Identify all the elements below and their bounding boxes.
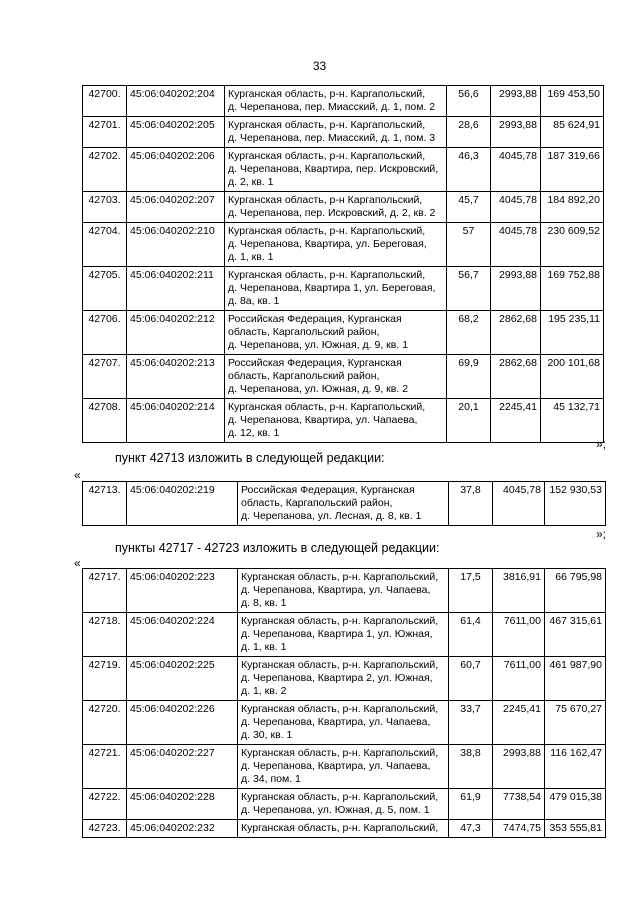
item-number-cell: 42705. — [83, 267, 127, 311]
address-cell — [238, 657, 449, 701]
item-number-cell: 42700. — [83, 86, 127, 117]
address-cell — [225, 86, 447, 117]
address-line: д. Черепанова, Квартира, ул. Береговая, — [228, 238, 427, 250]
table-row — [83, 117, 604, 148]
address-line: Курганская область, р-н. Каргапольский, — [241, 659, 439, 671]
cadastral-number-cell: 45:06:040202:224 — [127, 613, 238, 657]
property-table-2 — [82, 481, 606, 526]
area-cell: 28,6 — [447, 117, 491, 148]
address-line: Курганская область, р-н. Каргапольский, — [228, 225, 426, 237]
table-row — [83, 192, 604, 223]
item-number-cell: 42701. — [83, 117, 127, 148]
area-cell: 56,6 — [447, 86, 491, 117]
rate-cell: 2993,88 — [491, 117, 541, 148]
address-cell — [225, 311, 447, 355]
cadastral-value-cell: 230 609,52 — [541, 223, 604, 267]
table-row — [83, 355, 604, 399]
address-line: д. 34, пом. 1 — [241, 773, 301, 785]
address-line: Курганская область, р-н Каргапольский, — [228, 194, 423, 206]
area-cell: 60,7 — [449, 657, 493, 701]
table-row — [83, 745, 606, 789]
rate-cell: 4045,78 — [491, 192, 541, 223]
address-line: д. 2, кв. 1 — [228, 176, 274, 188]
address-line: д. Черепанова, Квартира, ул. Чапаева, — [241, 760, 431, 772]
address-cell — [238, 789, 449, 820]
table-row — [83, 267, 604, 311]
area-cell: 45,7 — [447, 192, 491, 223]
address-line: д. Черепанова, Квартира 2, ул. Южная, — [241, 672, 433, 684]
address-cell — [225, 223, 447, 267]
rate-cell: 2862,68 — [491, 355, 541, 399]
cadastral-value-cell: 75 670,27 — [545, 701, 606, 745]
item-number-cell: 42703. — [83, 192, 127, 223]
address-line: д. Черепанова, Квартира, пер. Искровский, — [228, 163, 439, 175]
rate-cell: 3816,91 — [493, 569, 545, 613]
paragraph-item-42713: пункт 42713 изложить в следующей редакции: — [115, 451, 385, 465]
cadastral-number-cell: 45:06:040202:212 — [127, 311, 225, 355]
address-line: Российская Федерация, Курганская — [241, 484, 415, 496]
item-number-cell: 42704. — [83, 223, 127, 267]
address-line: д. Черепанова, ул. Южная, д. 9, кв. 2 — [228, 383, 409, 395]
cadastral-number-cell: 45:06:040202:207 — [127, 192, 225, 223]
address-line: Курганская область, р-н. Каргапольский, — [228, 401, 426, 413]
cadastral-value-cell: 152 930,53 — [545, 482, 606, 526]
address-line: Курганская область, р-н. Каргапольский, — [241, 615, 439, 627]
cadastral-value-cell: 184 892,20 — [541, 192, 604, 223]
table-row — [83, 86, 604, 117]
cadastral-number-cell: 45:06:040202:204 — [127, 86, 225, 117]
area-cell: 68,2 — [447, 311, 491, 355]
cadastral-value-cell: 116 162,47 — [545, 745, 606, 789]
address-line: область, Каргапольский район, — [241, 497, 393, 509]
table-row — [83, 482, 606, 526]
cadastral-number-cell: 45:06:040202:219 — [127, 482, 238, 526]
address-line: Курганская область, р-н. Каргапольский, — [228, 119, 426, 131]
cadastral-number-cell: 45:06:040202:213 — [127, 355, 225, 399]
address-line: д. Черепанова, ул. Южная, д. 9, кв. 1 — [228, 339, 409, 351]
address-line: Российская Федерация, Курганская — [228, 313, 402, 325]
item-number-cell: 42721. — [83, 745, 127, 789]
address-line: д. 1, кв. 2 — [241, 685, 287, 697]
area-cell: 17,5 — [449, 569, 493, 613]
item-number-cell: 42723. — [83, 820, 127, 838]
address-line: Курганская область, р-н. Каргапольский, — [241, 703, 439, 715]
property-table-1 — [82, 85, 604, 443]
address-line: д. 8а, кв. 1 — [228, 295, 280, 307]
cadastral-number-cell: 45:06:040202:205 — [127, 117, 225, 148]
table-row — [83, 657, 606, 701]
item-number-cell: 42720. — [83, 701, 127, 745]
item-number-cell: 42706. — [83, 311, 127, 355]
item-number-cell: 42722. — [83, 789, 127, 820]
address-line: область, Каргапольский район, — [228, 370, 380, 382]
rate-cell: 2993,88 — [491, 86, 541, 117]
cadastral-number-cell: 45:06:040202:228 — [127, 789, 238, 820]
address-line: Курганская область, р-н. Каргапольский, — [228, 150, 426, 162]
cadastral-number-cell: 45:06:040202:223 — [127, 569, 238, 613]
address-line: Российская Федерация, Курганская — [228, 357, 402, 369]
cadastral-number-cell: 45:06:040202:211 — [127, 267, 225, 311]
rate-cell: 2245,41 — [493, 701, 545, 745]
item-number-cell: 42702. — [83, 148, 127, 192]
table-row — [83, 311, 604, 355]
address-line: д. 12, кв. 1 — [228, 427, 280, 439]
address-line: д. 1, кв. 1 — [228, 251, 274, 263]
cadastral-number-cell: 45:06:040202:206 — [127, 148, 225, 192]
cadastral-number-cell: 45:06:040202:225 — [127, 657, 238, 701]
cadastral-number-cell: 45:06:040202:227 — [127, 745, 238, 789]
cadastral-value-cell: 353 555,81 — [545, 820, 606, 838]
address-cell — [238, 613, 449, 657]
area-cell: 57 — [447, 223, 491, 267]
address-cell — [225, 399, 447, 443]
address-line: область, Каргапольский район, — [228, 326, 380, 338]
cadastral-value-cell: 195 235,11 — [541, 311, 604, 355]
table-row — [83, 569, 606, 613]
address-line: д. Черепанова, Квартира, ул. Чапаева, — [241, 716, 431, 728]
area-cell: 46,3 — [447, 148, 491, 192]
address-line: Курганская область, р-н. Каргапольский, — [241, 822, 439, 834]
address-cell — [238, 745, 449, 789]
rate-cell: 7611,00 — [493, 613, 545, 657]
address-line: д. Черепанова, пер. Миасский, д. 1, пом. 3 — [228, 132, 436, 144]
rate-cell: 2245,41 — [491, 399, 541, 443]
address-cell — [238, 820, 449, 838]
property-table-3 — [82, 568, 606, 838]
cadastral-value-cell: 169 752,88 — [541, 267, 604, 311]
address-cell — [225, 148, 447, 192]
address-line: д. 30, кв. 1 — [241, 729, 293, 741]
cadastral-value-cell: 66 795,98 — [545, 569, 606, 613]
table-row — [83, 701, 606, 745]
address-line: д. Черепанова, Квартира 1, ул. Южная, — [241, 628, 433, 640]
closing-quote: »; — [596, 527, 607, 541]
cadastral-number-cell: 45:06:040202:214 — [127, 399, 225, 443]
table-row — [83, 789, 606, 820]
address-line: Курганская область, р-н. Каргапольский, — [241, 747, 439, 759]
rate-cell: 2993,88 — [491, 267, 541, 311]
cadastral-value-cell: 479 015,38 — [545, 789, 606, 820]
address-line: д. Черепанова, ул. Южная, д. 5, пом. 1 — [241, 804, 430, 816]
rate-cell: 4045,78 — [493, 482, 545, 526]
area-cell: 20,1 — [447, 399, 491, 443]
item-number-cell: 42717. — [83, 569, 127, 613]
cadastral-value-cell: 85 624,91 — [541, 117, 604, 148]
cadastral-value-cell: 200 101,68 — [541, 355, 604, 399]
page-number: 33 — [312, 59, 327, 73]
rate-cell: 4045,78 — [491, 148, 541, 192]
address-cell — [238, 569, 449, 613]
address-line: д. Черепанова, ул. Лесная, д. 8, кв. 1 — [241, 510, 422, 522]
cadastral-value-cell: 45 132,71 — [541, 399, 604, 443]
opening-quote: « — [74, 556, 81, 570]
address-line: д. 8, кв. 1 — [241, 597, 287, 609]
address-cell — [238, 701, 449, 745]
rate-cell: 7474,75 — [493, 820, 545, 838]
area-cell: 69,9 — [447, 355, 491, 399]
cadastral-value-cell: 461 987,90 — [545, 657, 606, 701]
address-line: д. Черепанова, Квартира 1, ул. Береговая, — [228, 282, 436, 294]
address-line: д. Черепанова, пер. Миасский, д. 1, пом. 2 — [228, 101, 436, 113]
address-line: д. Черепанова, пер. Искровский, д. 2, кв. 2 — [228, 207, 436, 219]
rate-cell: 7611,00 — [493, 657, 545, 701]
rate-cell: 2862,68 — [491, 311, 541, 355]
opening-quote: « — [74, 468, 81, 482]
item-number-cell: 42708. — [83, 399, 127, 443]
table-row — [83, 223, 604, 267]
address-line: Курганская область, р-н. Каргапольский, — [228, 269, 426, 281]
address-cell — [238, 482, 449, 526]
item-number-cell: 42719. — [83, 657, 127, 701]
rate-cell: 7738,54 — [493, 789, 545, 820]
item-number-cell: 42707. — [83, 355, 127, 399]
cadastral-value-cell: 467 315,61 — [545, 613, 606, 657]
table-row — [83, 820, 606, 838]
cadastral-value-cell: 169 453,50 — [541, 86, 604, 117]
closing-quote: »; — [596, 437, 607, 451]
table-row — [83, 613, 606, 657]
address-cell — [225, 117, 447, 148]
table-row — [83, 148, 604, 192]
area-cell: 56,7 — [447, 267, 491, 311]
area-cell: 33,7 — [449, 701, 493, 745]
address-line: Курганская область, р-н. Каргапольский, — [228, 88, 426, 100]
cadastral-value-cell: 187 319,66 — [541, 148, 604, 192]
rate-cell: 2993,88 — [493, 745, 545, 789]
address-line: д. 1, кв. 1 — [241, 641, 287, 653]
cadastral-number-cell: 45:06:040202:232 — [127, 820, 238, 838]
area-cell: 61,4 — [449, 613, 493, 657]
address-cell — [225, 267, 447, 311]
address-line: Курганская область, р-н. Каргапольский, — [241, 791, 439, 803]
item-number-cell: 42713. — [83, 482, 127, 526]
paragraph-items-42717-42723: пункты 42717 - 42723 изложить в следующей редакции: — [115, 541, 440, 555]
area-cell: 37,8 — [449, 482, 493, 526]
address-line: Курганская область, р-н. Каргапольский, — [241, 571, 439, 583]
table-row — [83, 399, 604, 443]
rate-cell: 4045,78 — [491, 223, 541, 267]
address-cell — [225, 192, 447, 223]
area-cell: 47,3 — [449, 820, 493, 838]
area-cell: 38,8 — [449, 745, 493, 789]
address-line: д. Черепанова, Квартира, ул. Чапаева, — [228, 414, 418, 426]
cadastral-number-cell: 45:06:040202:226 — [127, 701, 238, 745]
address-line: д. Черепанова, Квартира, ул. Чапаева, — [241, 584, 431, 596]
item-number-cell: 42718. — [83, 613, 127, 657]
area-cell: 61,9 — [449, 789, 493, 820]
address-cell — [225, 355, 447, 399]
cadastral-number-cell: 45:06:040202:210 — [127, 223, 225, 267]
